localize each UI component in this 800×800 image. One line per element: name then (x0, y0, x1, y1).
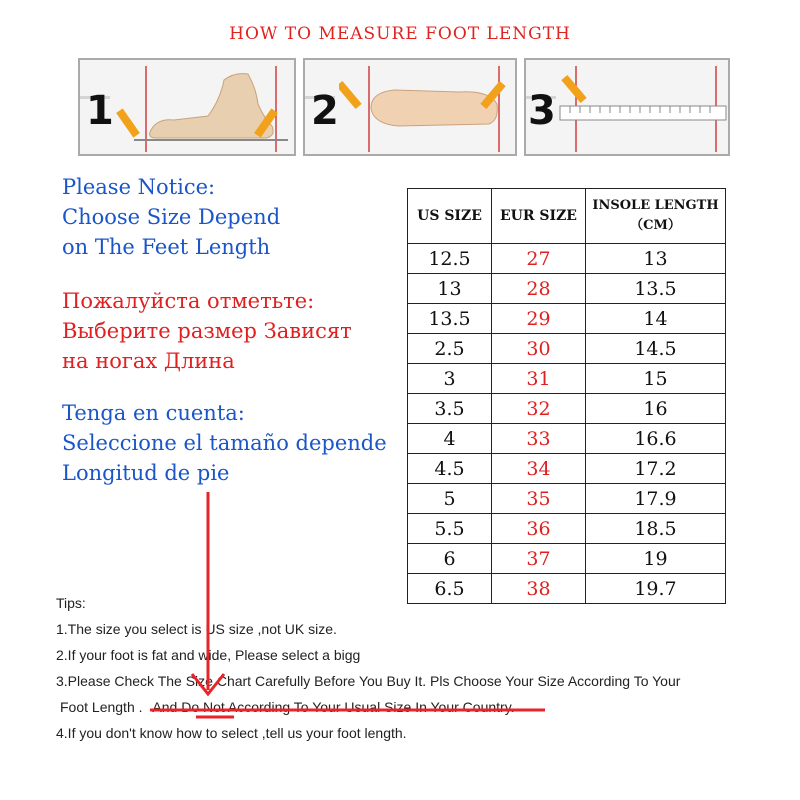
insole-length-cell: 14.5 (586, 334, 726, 364)
notice-line: on The Feet Length (62, 235, 271, 259)
insole-length-cell: 16 (586, 394, 726, 424)
notice-english (62, 172, 280, 262)
eur-size-cell: 28 (492, 274, 586, 304)
table-row (408, 304, 726, 334)
eur-size-cell: 29 (492, 304, 586, 334)
insole-length-cell: 17.9 (586, 484, 726, 514)
table-row (408, 454, 726, 484)
us-size-cell: 13 (408, 274, 492, 304)
us-size-cell: 5 (408, 484, 492, 514)
insole-length-cell: 19.7 (586, 574, 726, 604)
ruler-icon (556, 60, 728, 154)
eur-size-cell: 27 (492, 244, 586, 274)
notice-line: Longitud de pie (62, 461, 230, 485)
eur-size-cell: 31 (492, 364, 586, 394)
us-size-cell: 3.5 (408, 394, 492, 424)
tip-item: 3.Please Check The Size Chart Carefully Before You Buy It. Pls Choose Your Size According To Your (56, 673, 681, 689)
insole-length-unit: （CM） (630, 218, 681, 233)
insole-length-cell: 18.5 (586, 514, 726, 544)
notice-line: Choose Size Depend (62, 205, 281, 229)
step-panel-3 (524, 58, 730, 156)
step-panel-1 (78, 58, 296, 156)
insole-length-cell: 14 (586, 304, 726, 334)
tip-item: 4.If you don't know how to select ,tell us your foot length. (56, 725, 407, 741)
header-us-size: US SIZE (408, 189, 492, 244)
notice-line: Пожалуйста отметьте: (62, 289, 315, 313)
insole-length-cell: 15 (586, 364, 726, 394)
notice-line: Tenga en cuenta: (62, 401, 245, 425)
us-size-cell: 6.5 (408, 574, 492, 604)
notice-spanish (62, 398, 387, 488)
notice-line: Please Notice: (62, 175, 216, 199)
step-number: 1 (86, 88, 114, 134)
insole-length-cell: 13 (586, 244, 726, 274)
notice-line: Выберите размер Зависят (62, 319, 352, 343)
insole-length-label: INSOLE LENGTH (592, 198, 719, 213)
tips-section (56, 590, 680, 746)
header-insole-length (586, 189, 726, 244)
us-size-cell: 12.5 (408, 244, 492, 274)
insole-length-cell: 16.6 (586, 424, 726, 454)
tip-item (56, 694, 680, 720)
us-size-cell: 6 (408, 544, 492, 574)
us-size-cell: 5.5 (408, 514, 492, 544)
insole-length-cell: 17.2 (586, 454, 726, 484)
us-size-cell: 4 (408, 424, 492, 454)
step-number: 3 (528, 88, 556, 134)
foot-top-view-icon (339, 60, 515, 154)
table-row (408, 334, 726, 364)
table-row (408, 514, 726, 544)
tip-item: 1.The size you select is US size ,not UK size. (56, 621, 337, 637)
eur-size-cell: 36 (492, 514, 586, 544)
us-size-cell: 3 (408, 364, 492, 394)
eur-size-cell: 30 (492, 334, 586, 364)
header-eur-size: EUR SIZE (492, 189, 586, 244)
us-size-cell: 2.5 (408, 334, 492, 364)
table-row (408, 244, 726, 274)
foot-side-view-icon (116, 60, 294, 154)
insole-length-cell: 19 (586, 544, 726, 574)
notice-line: Seleccione el tamaño depende (62, 431, 387, 455)
tips-heading: Tips: (56, 595, 86, 611)
us-size-cell: 4.5 (408, 454, 492, 484)
table-row (408, 424, 726, 454)
size-chart-table (407, 188, 726, 604)
tip-item: 2.If your foot is fat and wide, Please select a bigg (56, 647, 361, 663)
table-row (408, 484, 726, 514)
eur-size-cell: 35 (492, 484, 586, 514)
notice-russian (62, 286, 352, 376)
eur-size-cell: 32 (492, 394, 586, 424)
table-header-row (408, 189, 726, 244)
eur-size-cell: 34 (492, 454, 586, 484)
step-panel-2 (303, 58, 517, 156)
table-row (408, 544, 726, 574)
notice-line: на ногах Длина (62, 349, 235, 373)
tip-emphasis: And Do Not According To Your Usual Size In Your Country. (152, 699, 515, 715)
step-number: 2 (311, 88, 339, 134)
table-row (408, 274, 726, 304)
table-row (408, 394, 726, 424)
tip-text: Foot Length . (60, 699, 143, 715)
eur-size-cell: 38 (492, 574, 586, 604)
page-title: HOW TO MEASURE FOOT LENGTH (229, 24, 571, 44)
eur-size-cell: 33 (492, 424, 586, 454)
eur-size-cell: 37 (492, 544, 586, 574)
table-row (408, 364, 726, 394)
insole-length-cell: 13.5 (586, 274, 726, 304)
us-size-cell: 13.5 (408, 304, 492, 334)
